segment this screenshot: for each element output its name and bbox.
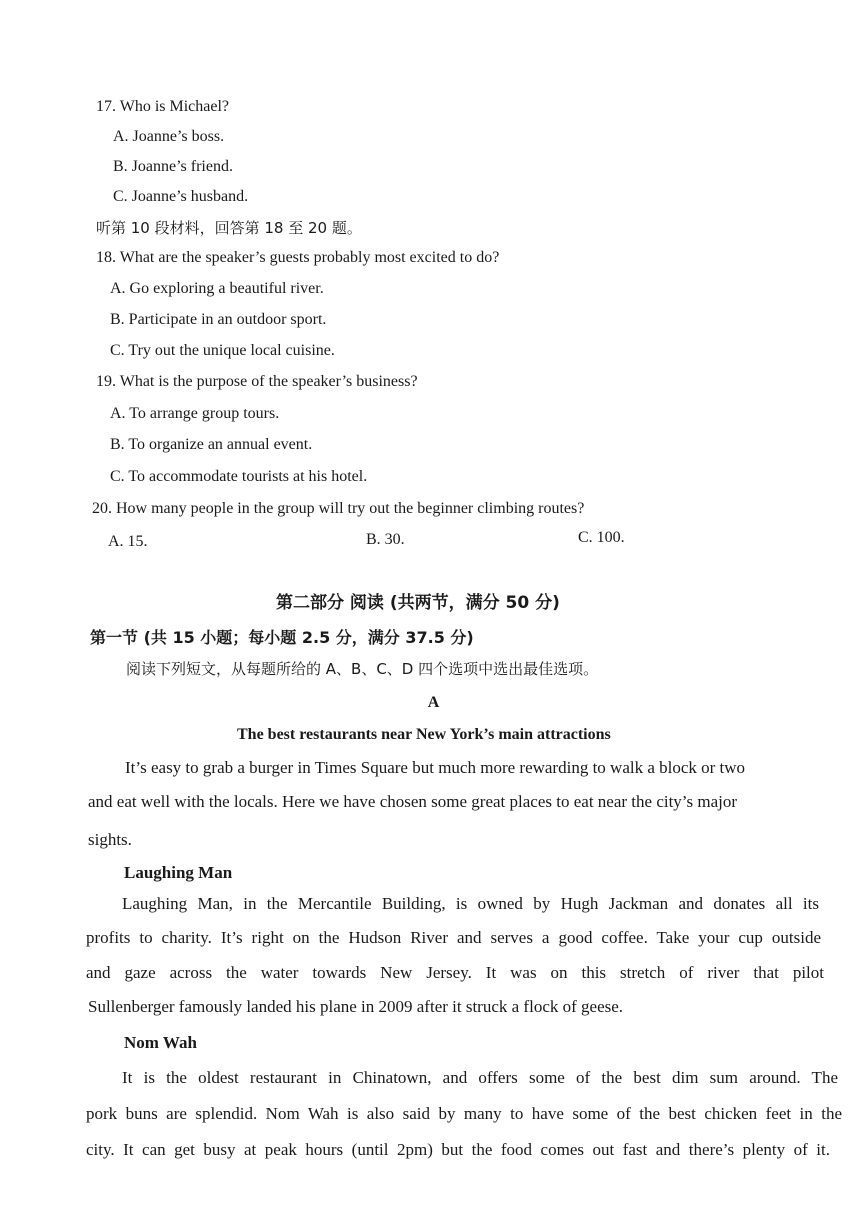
q18-option-a: A. Go exploring a beautiful river. <box>110 280 324 297</box>
nom-wah-heading: Nom Wah <box>124 1033 197 1052</box>
q19-option-c: C. To accommodate tourists at his hotel. <box>110 468 368 485</box>
q20-option-c: C. 100. <box>578 529 625 546</box>
laughing-man-line-2: profits to charity. It’s right on the Hudson River and serves a good coffee. Take your cup outside <box>86 928 821 947</box>
q19-option-b: B. To organize an annual event. <box>110 436 313 453</box>
nom-wah-line-1: It is the oldest restaurant in Chinatown, and offers some of the best dim sum around. The <box>122 1068 838 1087</box>
intro-line-3: sights. <box>88 830 132 849</box>
q17-option-b: B. Joanne’s friend. <box>113 158 233 175</box>
laughing-man-line-3: and gaze across the water towards New Jersey. It was on this stretch of river that pilot <box>86 963 824 982</box>
reading-section-title: 第一节 (共 15 小题；每小题 2.5 分，满分 37.5 分) <box>90 628 474 647</box>
q18-question: 18. What are the speaker’s guests probably most excited to do? <box>96 249 500 266</box>
reading-part-title: 第二部分 阅读 (共两节，满分 50 分) <box>276 593 560 613</box>
reading-instruction: 阅读下列短文，从每题所给的 A、B、C、D 四个选项中选出最佳选项。 <box>126 660 599 678</box>
q18-option-b: B. Participate in an outdoor sport. <box>110 311 327 328</box>
q17-option-c: C. Joanne’s husband. <box>113 188 249 205</box>
q18-option-c: C. Try out the unique local cuisine. <box>110 342 335 359</box>
q20-option-a: A. 15. <box>108 533 148 550</box>
q20-option-b: B. 30. <box>366 531 405 548</box>
listening-instruction-10: 听第 10 段材料，回答第 18 至 20 题。 <box>96 219 362 237</box>
laughing-man-line-4: Sullenberger famously landed his plane in 2009 after it struck a flock of geese. <box>88 997 624 1016</box>
laughing-man-line-1: Laughing Man, in the Mercantile Building, is owned by Hugh Jackman and donates all its <box>122 894 819 913</box>
q17-question: 17. Who is Michael? <box>96 98 230 115</box>
nom-wah-line-3: city. It can get busy at peak hours (until 2pm) but the food comes out fast and there’s plenty of it. <box>86 1140 830 1159</box>
intro-line-1: It’s easy to grab a burger in Times Square but much more rewarding to walk a block or two <box>125 758 746 777</box>
q19-option-a: A. To arrange group tours. <box>110 405 280 422</box>
q20-question: 20. How many people in the group will try out the beginner climbing routes? <box>92 500 585 517</box>
q17-option-a: A. Joanne’s boss. <box>113 128 225 145</box>
nom-wah-line-2: pork buns are splendid. Nom Wah is also said by many to have some of the best chicken feet in the <box>86 1104 842 1123</box>
q19-question: 19. What is the purpose of the speaker’s business? <box>96 373 418 390</box>
laughing-man-heading: Laughing Man <box>124 863 233 882</box>
intro-line-2: and eat well with the locals. Here we have chosen some great places to eat near the city’s major <box>88 792 738 811</box>
passage-letter: A <box>427 694 440 711</box>
passage-title: The best restaurants near New York’s main attractions <box>237 726 611 743</box>
